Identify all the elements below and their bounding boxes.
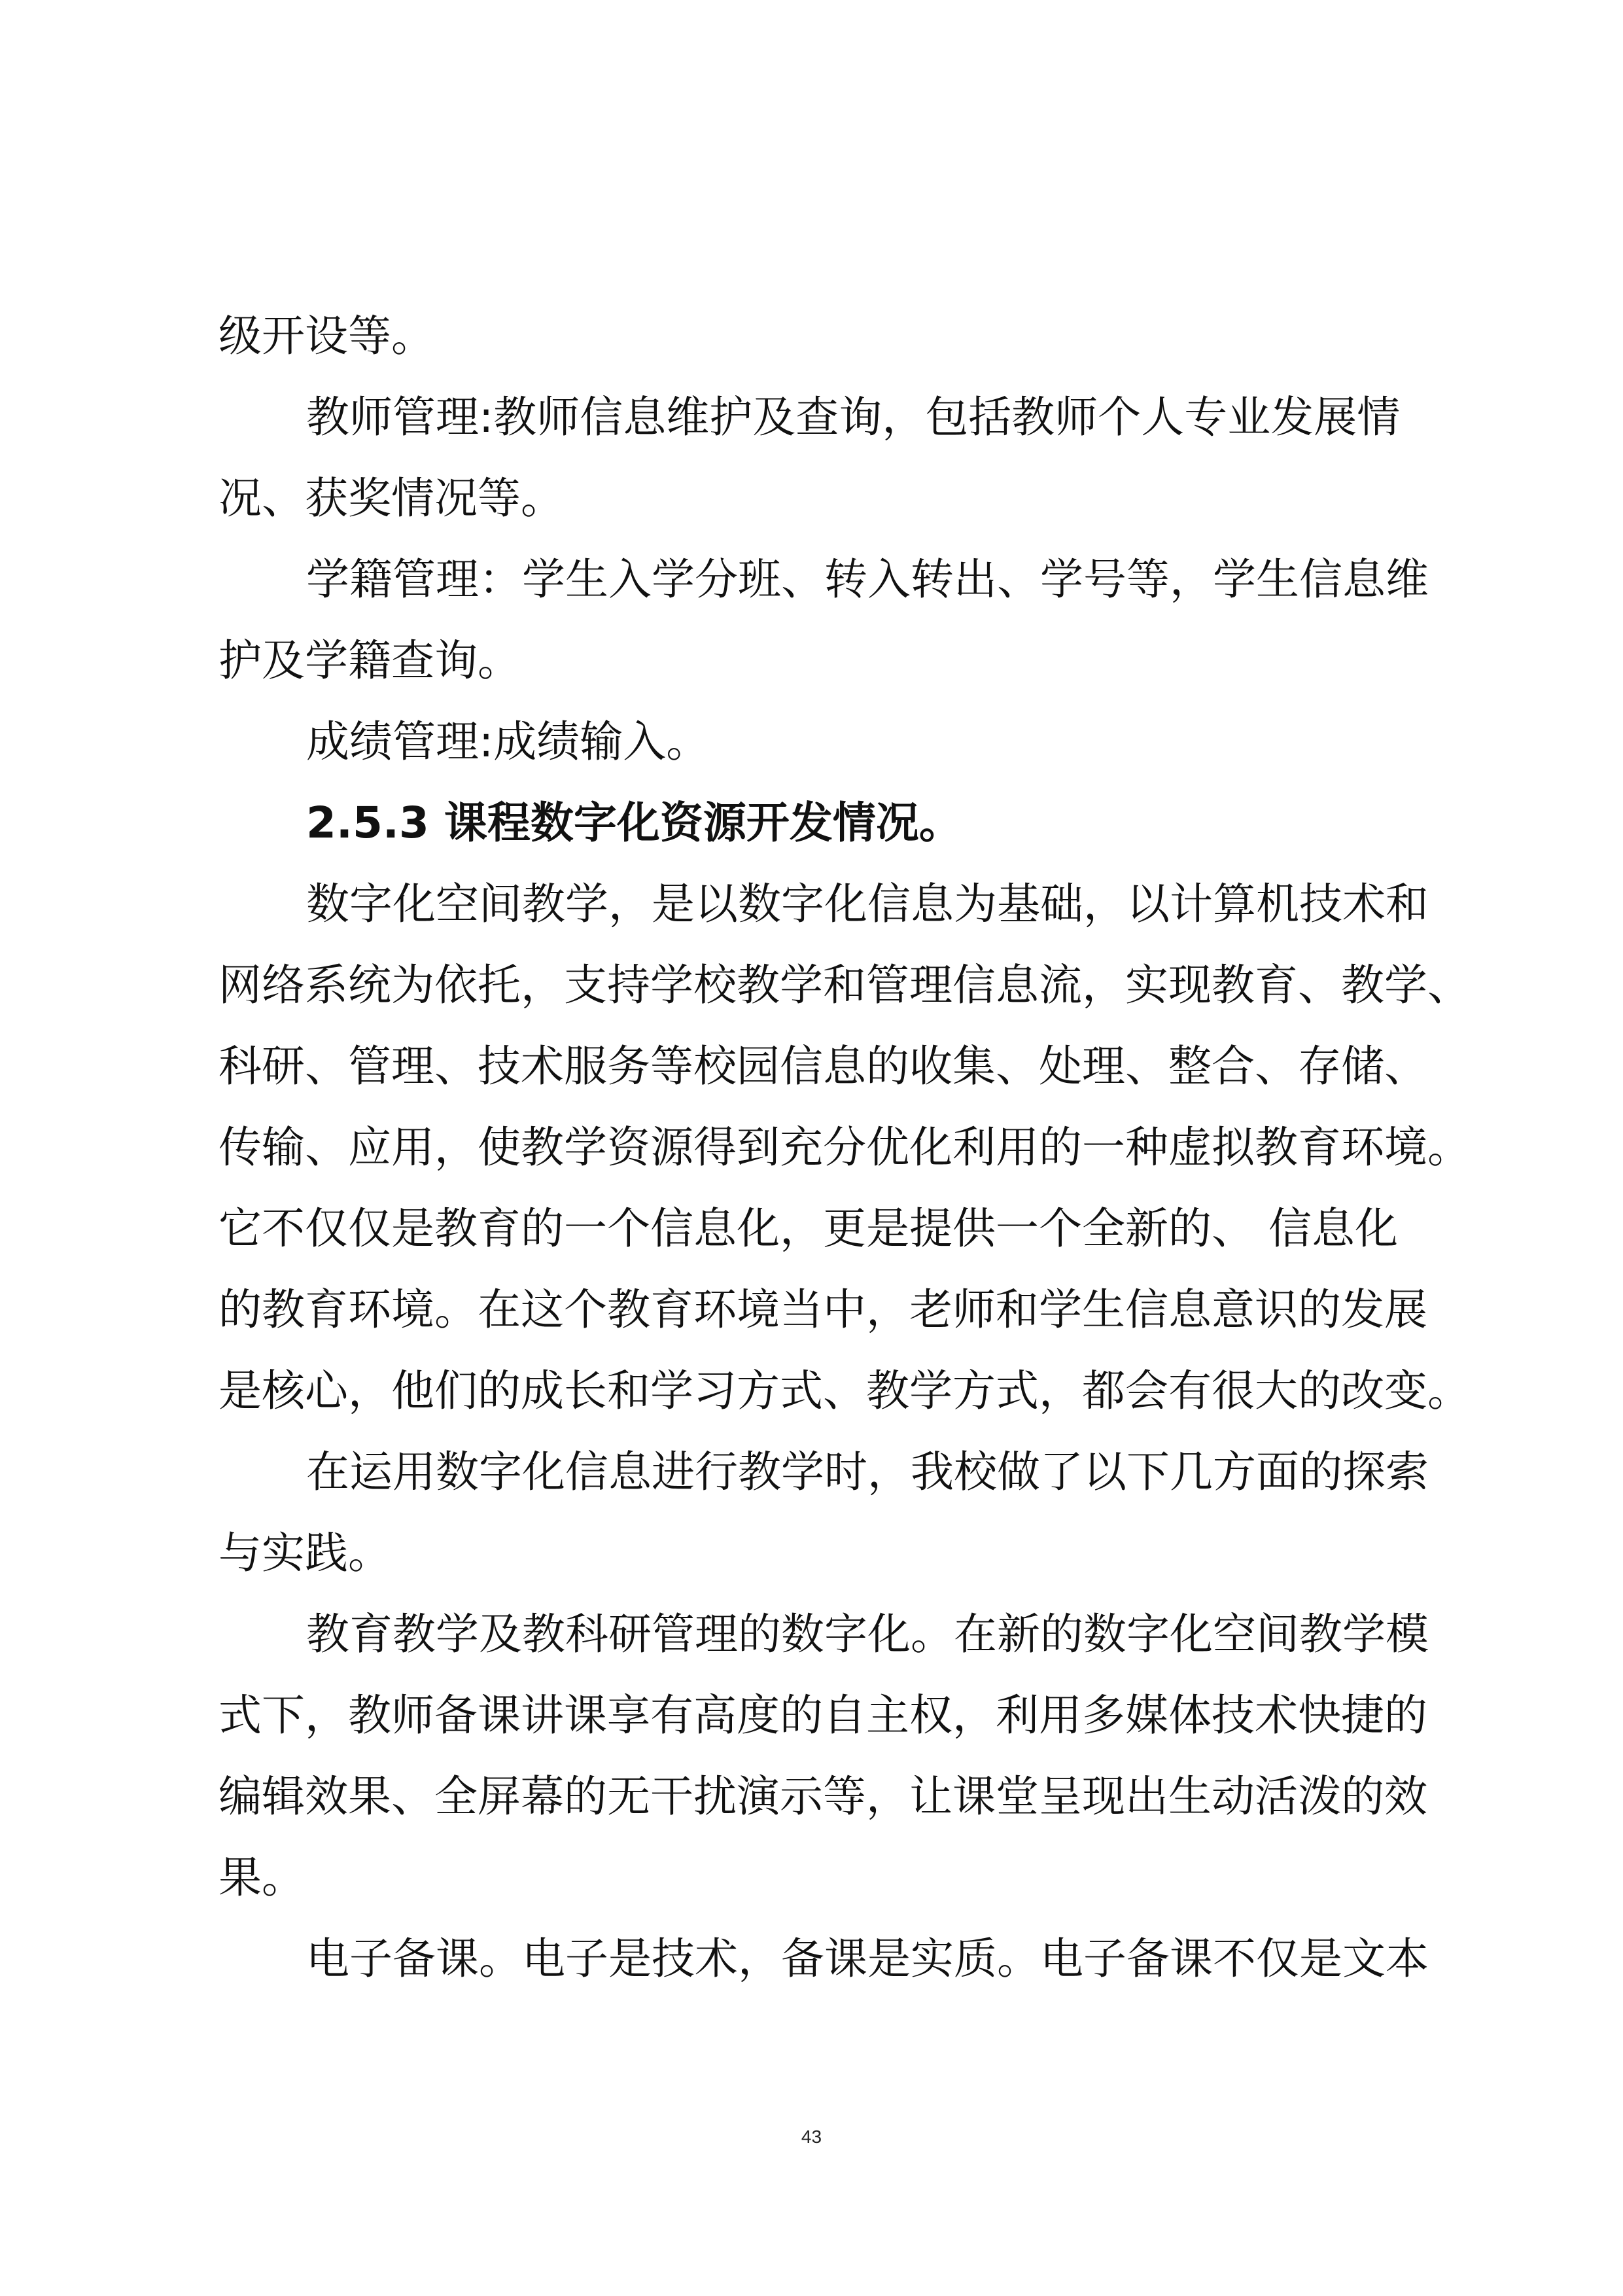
text-line: 数字化空间教学，是以数字化信息为基础，以计算机技术和 <box>306 879 1429 929</box>
text-line: 级开设等。 <box>218 311 434 361</box>
text-line: 电子备课。电子是技术，备课是实质。电子备课不仅是文本 <box>306 1934 1429 1984</box>
text-line: 果。 <box>218 1852 305 1903</box>
text-line: 学籍管理：学生入学分班、转入转出、学号等，学生信息维 <box>306 554 1429 605</box>
page-number: 43 <box>801 2127 822 2147</box>
text-line: 成绩管理:成绩输入。 <box>306 716 710 767</box>
text-line: 的教育环境。在这个教育环境当中，老师和学生信息意识的发展 <box>218 1284 1427 1335</box>
text-line: 科研、管理、技术服务等校园信息的收集、处理、整合、存储、 <box>218 1041 1427 1091</box>
text-line: 教育教学及教科研管理的数字化。在新的数字化空间教学模 <box>306 1609 1429 1659</box>
text-line: 传输、应用，使教学资源得到充分优化利用的一种虚拟教育环境。 <box>218 1122 1471 1173</box>
text-line: 式下，教师备课讲课享有高度的自主权，利用多媒体技术快捷的 <box>218 1690 1427 1740</box>
text-line: 护及学籍查询。 <box>218 635 521 686</box>
text-line: 教师管理:教师信息维护及查询，包括教师个人专业发展情 <box>306 392 1401 442</box>
text-line: 它不仅仅是教育的一个信息化，更是提供一个全新的、 信息化 <box>218 1203 1398 1254</box>
text-line: 与实践。 <box>218 1528 391 1578</box>
text-line: 编辑效果、全屏幕的无干扰演示等，让课堂呈现出生动活泼的效 <box>218 1771 1427 1822</box>
section-heading: 2.5.3 课程数字化资源开发情况。 <box>306 798 962 848</box>
text-line: 是核心，他们的成长和学习方式、教学方式，都会有很大的改变。 <box>218 1366 1471 1416</box>
text-line: 在运用数字化信息进行教学时，我校做了以下几方面的探索 <box>306 1447 1429 1497</box>
text-line: 况、获奖情况等。 <box>218 473 564 523</box>
page-body <box>218 296 1471 2000</box>
text-line: 网络系统为依托，支持学校教学和管理信息流，实现教育、教学、 <box>218 960 1471 1010</box>
